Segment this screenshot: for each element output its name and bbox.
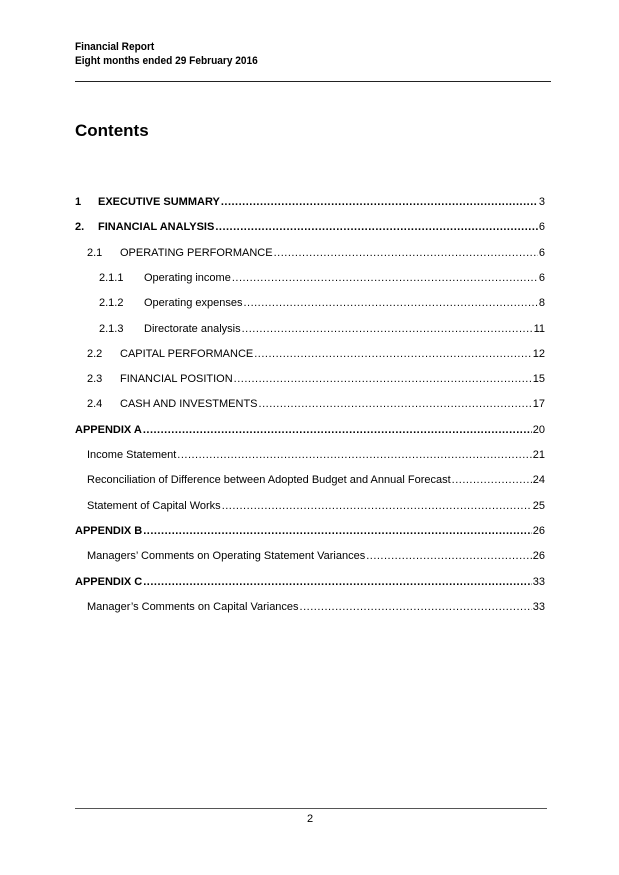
toc-page: 20	[532, 423, 545, 436]
toc-entry-directorate-analysis[interactable]	[99, 322, 545, 337]
toc-number: 2.1	[87, 246, 103, 259]
toc-label: CAPITAL PERFORMANCE	[120, 347, 254, 360]
toc-leader	[221, 195, 538, 210]
toc-leader	[222, 499, 532, 514]
toc-entry-operating-expenses[interactable]	[99, 296, 545, 311]
toc-label: FINANCIAL ANALYSIS	[98, 221, 215, 234]
toc-entry-executive-summary[interactable]	[75, 195, 545, 210]
toc-leader	[242, 322, 533, 337]
toc-leader	[243, 296, 537, 311]
toc-label: APPENDIX A	[75, 423, 142, 436]
report-period: Eight months ended 29 February 2016	[75, 55, 258, 67]
toc-label: Managers’ Comments on Operating Statement Variances	[87, 550, 366, 563]
toc-entry-appendix-b[interactable]	[75, 524, 545, 539]
toc-page: 17	[532, 398, 545, 411]
toc-entry-income-statement[interactable]	[87, 448, 545, 463]
toc-number: 2.4	[87, 398, 103, 411]
toc-label: EXECUTIVE SUMMARY	[98, 196, 220, 208]
toc-label: APPENDIX C	[75, 575, 143, 588]
toc-entry-appendix-c[interactable]	[75, 575, 545, 590]
toc-number: 2.3	[87, 373, 103, 386]
toc-label: Operating expenses	[144, 297, 243, 310]
toc-label: Income Statement	[87, 449, 177, 461]
toc-page: 8	[538, 297, 545, 310]
toc-number: 2.1.3	[99, 322, 124, 335]
toc-page: 6	[538, 221, 545, 234]
document-header	[75, 40, 258, 68]
toc-leader	[366, 549, 532, 564]
toc-page: 33	[532, 575, 545, 588]
toc-page: 26	[532, 524, 545, 537]
toc-leader	[177, 448, 531, 463]
toc-leader	[143, 575, 532, 590]
toc-entry-operating-performance[interactable]	[87, 246, 545, 261]
toc-label: Reconciliation of Difference between Adopted Budget and Annual Forecast	[87, 474, 451, 487]
footer-divider	[75, 808, 547, 809]
toc-leader	[452, 473, 532, 488]
toc-page: 21	[532, 449, 545, 461]
toc-label: OPERATING PERFORMANCE	[120, 246, 273, 259]
toc-entry-managers-comments-operating[interactable]	[87, 549, 545, 564]
page-number: 2	[306, 813, 314, 825]
toc-entry-reconciliation[interactable]	[87, 473, 545, 488]
toc-page: 11	[533, 322, 545, 335]
toc-label: CASH AND INVESTMENTS	[120, 398, 258, 411]
toc-entry-operating-income[interactable]	[99, 271, 545, 286]
toc-entry-capital-performance[interactable]	[87, 347, 545, 362]
toc-number: 2.	[75, 221, 85, 234]
toc-entry-cash-and-investments[interactable]	[87, 397, 545, 412]
toc-number: 2.1.2	[99, 297, 124, 310]
toc-entry-financial-analysis[interactable]	[75, 220, 545, 235]
toc-leader	[143, 423, 532, 438]
toc-label: Statement of Capital Works	[87, 499, 221, 512]
toc-page: 24	[532, 474, 545, 487]
toc-label: Manager’s Comments on Capital Variances	[87, 600, 299, 613]
toc-label: Operating income	[144, 271, 231, 284]
toc-leader	[234, 372, 532, 387]
toc-page: 6	[538, 271, 545, 284]
toc-page: 15	[532, 373, 545, 386]
toc-entry-financial-position[interactable]	[87, 372, 545, 387]
toc-entry-managers-comments-capital[interactable]	[87, 600, 545, 615]
toc-label: Directorate analysis	[144, 322, 241, 335]
toc-page: 6	[538, 246, 545, 259]
toc-label: APPENDIX B	[75, 524, 143, 537]
toc-leader	[300, 600, 532, 615]
toc-leader	[274, 246, 538, 261]
toc-number: 2.2	[87, 347, 103, 360]
toc-page: 3	[538, 196, 545, 208]
toc-label: FINANCIAL POSITION	[120, 373, 233, 386]
header-divider	[75, 81, 551, 82]
toc-leader	[232, 271, 538, 286]
toc-page: 26	[532, 550, 545, 563]
toc-number: 2.1.1	[99, 271, 124, 284]
toc-entry-appendix-a[interactable]	[75, 423, 545, 438]
toc-leader	[215, 220, 538, 235]
toc-leader	[254, 347, 532, 362]
report-title: Financial Report	[75, 41, 155, 53]
toc-entry-statement-of-capital-works[interactable]	[87, 499, 545, 514]
page-title: Contents	[75, 121, 149, 140]
toc-page: 25	[532, 499, 545, 512]
toc-leader	[259, 397, 532, 412]
toc-number: 1	[75, 196, 82, 208]
toc-leader	[143, 524, 532, 539]
toc-page: 33	[532, 600, 545, 613]
toc-page: 12	[532, 347, 545, 360]
